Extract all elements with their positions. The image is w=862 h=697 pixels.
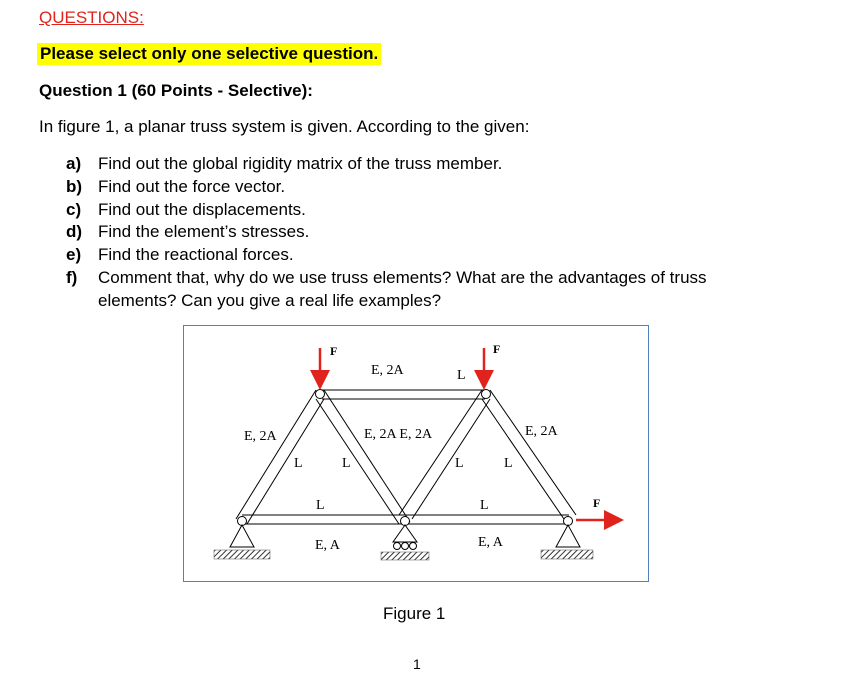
length-label: L [294, 456, 303, 471]
center-right-diagonal-member [399, 390, 490, 519]
question-intro: In figure 1, a planar truss system is given. According to the given: [39, 117, 530, 136]
item-text: Find the element’s stresses. [98, 222, 310, 241]
length-label: L [455, 456, 464, 471]
force-label-mid: F [493, 342, 501, 356]
bottom-length-label-right: L [480, 498, 489, 513]
item-marker: b) [66, 177, 83, 196]
length-label: L [504, 456, 513, 471]
bottom-length-label-left: L [316, 498, 325, 513]
right-diagonal-label: E, 2A [525, 424, 558, 439]
top-member-label: E, 2A [371, 363, 404, 378]
item-marker: f) [66, 268, 78, 287]
bottom-right-member-label: E, A [478, 535, 503, 550]
page-heading: QUESTIONS: [39, 8, 144, 27]
selection-notice: Please select only one selective question. [37, 43, 381, 65]
pin-support-left [214, 525, 270, 559]
item-marker: d) [66, 222, 83, 241]
bottom-left-member-label: E, A [315, 538, 340, 553]
question-title: Question 1 (60 Points - Selective): [39, 81, 313, 100]
item-marker: a) [66, 154, 82, 173]
page-number: 1 [413, 656, 421, 672]
figure-caption: Figure 1 [383, 604, 446, 623]
figure-frame [183, 325, 649, 582]
top-length-label: L [457, 368, 466, 383]
item-text: Find out the displacements. [98, 200, 306, 219]
item-marker: e) [66, 245, 82, 264]
item-text: Find the reactional forces. [98, 245, 294, 264]
joint-top-right [482, 390, 491, 399]
top-chord-member [322, 390, 485, 399]
length-label: L [342, 456, 351, 471]
roller-support-center [381, 525, 429, 560]
left-diagonal-member [236, 390, 324, 524]
force-label-left: F [330, 344, 338, 358]
pin-support-right [541, 525, 593, 559]
item-text: Find out the global rigidity matrix of the truss member. [98, 154, 503, 173]
truss-diagram [184, 326, 648, 581]
item-text: elements? Can you give a real life examples? [98, 291, 442, 310]
left-diagonal-label: E, 2A [244, 429, 277, 444]
item-marker: c) [66, 200, 82, 219]
force-label-right: F [593, 496, 601, 510]
right-diagonal-member [482, 390, 576, 522]
center-left-diagonal-member [316, 390, 410, 524]
item-text: Find out the force vector. [98, 177, 286, 196]
item-text: Comment that, why do we use truss elements? What are the advantages of truss [98, 268, 707, 287]
joint-top-left [316, 390, 325, 399]
center-diagonals-label: E, 2A E, 2A [364, 427, 433, 442]
